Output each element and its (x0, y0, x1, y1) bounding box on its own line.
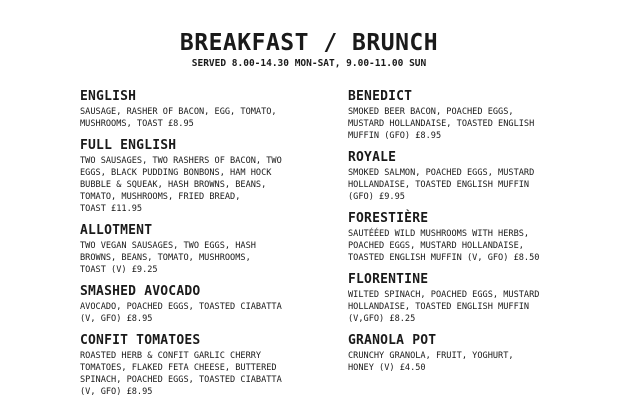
menu-item-description: SMOKED BEER BACON, POACHED EGGS, MUSTARD HOLLANDAISE, TOASTED ENGLISH MUFFIN (GFO) £8.95 (348, 107, 535, 141)
menu-item-forestiere (348, 211, 598, 264)
menu-item-royale (348, 150, 598, 203)
menu-item-benedict (348, 89, 598, 142)
menu-item-name: ENGLISH (80, 89, 137, 104)
menu-item-description: SAUTÉÉED WILD MUSHROOMS WITH HERBS, POACHED EGGS, MUSTARD HOLLANDAISE, TOASTED ENGLISH MUFFIN (V, GFO) £8.50 (348, 229, 540, 263)
menu-item-name: FLORENTINE (348, 272, 429, 287)
menu-item-name: BENEDICT (348, 89, 413, 104)
menu-column-left (80, 89, 332, 406)
menu-item-description: SMOKED SALMON, POACHED EGGS, MUSTARD HOLLANDAISE, TOASTED ENGLISH MUFFIN (GFO) £9.95 (348, 168, 535, 202)
menu-item-allotment (80, 223, 332, 276)
menu-item-name: SMASHED AVOCADO (80, 284, 201, 299)
menu-item-description: ROASTED HERB & CONFIT GARLIC CHERRY TOMATOES, FLAKED FETA CHEESE, BUTTERED SPINACH, POACHED EGGS, TOASTED CIABATTA (V, GFO) £8.95 (80, 351, 282, 397)
menu-item-name: ROYALE (348, 150, 397, 165)
menu-item-confit-tomatoes (80, 333, 332, 398)
menu-item-english (80, 89, 332, 130)
menu-item-description: AVOCADO, POACHED EGGS, TOASTED CIABATTA (V, GFO) £8.95 (80, 302, 282, 324)
menu-item-granola-pot (348, 333, 598, 374)
menu-title: BREAKFAST / BRUNCH (179, 30, 439, 56)
menu-item-description: WILTED SPINACH, POACHED EGGS, MUSTARD HOLLANDAISE, TOASTED ENGLISH MUFFIN (V,GFO) £8.25 (348, 290, 540, 324)
menu-item-description: CRUNCHY GRANOLA, FRUIT, YOGHURT, HONEY (V) £4.50 (348, 351, 514, 373)
menu-item-smashed-avocado (80, 284, 332, 325)
menu-item-description: TWO VEGAN SAUSAGES, TWO EGGS, HASH BROWNS, BEANS, TOMATO, MUSHROOMS, TOAST (V) £9.25 (80, 241, 256, 275)
menu-item-description: TWO SAUSAGES, TWO RASHERS OF BACON, TWO EGGS, BLACK PUDDING BONBONS, HAM HOCK BUBBLE & SQUEAK, HASH BROWNS, BEANS, TOMATO, MUSHROOMS, FRIED BREAD, TOAST £11.95 (80, 156, 282, 214)
menu-item-name: FORESTIÈRE (348, 211, 429, 226)
menu-column-right (348, 89, 598, 382)
menu-item-florentine (348, 272, 598, 325)
menu-item-name: CONFIT TOMATOES (80, 333, 201, 348)
menu-item-description: SAUSAGE, RASHER OF BACON, EGG, TOMATO, MUSHROOMS, TOAST £8.95 (80, 107, 277, 129)
menu-item-full-english (80, 138, 332, 215)
menu-item-name: GRANOLA POT (348, 333, 437, 348)
menu-item-name: FULL ENGLISH (80, 138, 177, 153)
menu-item-name: ALLOTMENT (80, 223, 153, 238)
serving-hours: SERVED 8.00-14.30 MON-SAT, 9.00-11.00 SUN (191, 58, 427, 69)
